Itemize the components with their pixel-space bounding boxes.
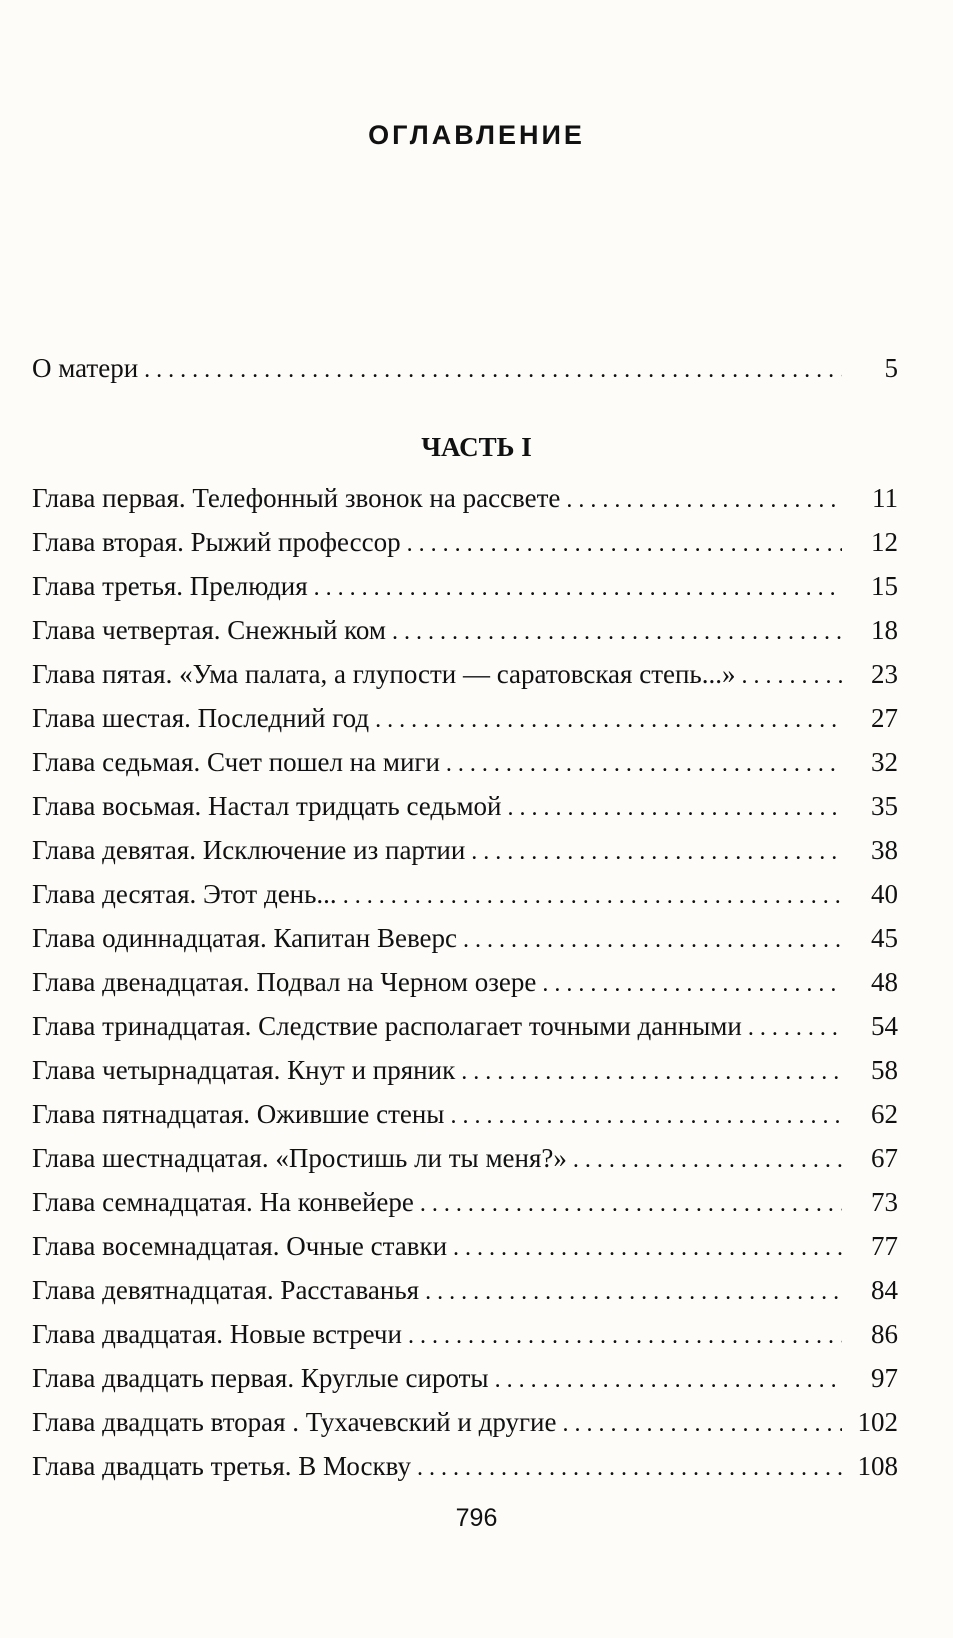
- toc-entry-chapter[interactable]: [32, 1004, 898, 1048]
- toc-entry-label: Глава девятнадцатая. Расставанья: [32, 1275, 420, 1305]
- toc-entry-page: 15: [871, 571, 898, 601]
- dot-leader: [417, 1444, 842, 1490]
- dot-leader: [748, 1004, 842, 1050]
- dot-leader: [314, 564, 842, 610]
- toc-intro: [32, 346, 898, 390]
- toc-entry-label: Глава четвертая. Снежный ком: [32, 615, 386, 645]
- dot-leader: [446, 740, 842, 786]
- page-number: 796: [455, 1504, 498, 1532]
- dot-leader: [471, 828, 842, 874]
- toc-entry-intro[interactable]: [32, 346, 898, 390]
- toc-entry-label: Глава седьмая. Счет пошел на миги: [32, 747, 440, 777]
- dot-leader: [450, 1092, 842, 1138]
- toc-entry-label: Глава двадцать первая. Круглые сироты: [32, 1363, 489, 1393]
- toc-entry-page: 18: [871, 615, 898, 645]
- toc-entry-chapter[interactable]: [32, 1312, 898, 1356]
- toc-entry-label: Глава двадцатая. Новые встречи: [32, 1319, 402, 1349]
- toc-entry-label: Глава восемнадцатая. Очные ставки: [32, 1231, 448, 1261]
- toc-entry-page: 48: [871, 967, 898, 997]
- dot-leader: [495, 1356, 842, 1402]
- toc-entry-chapter[interactable]: [32, 784, 898, 828]
- toc-entry-chapter[interactable]: [32, 564, 898, 608]
- toc-entry-label: Глава девятая. Исключение из партии: [32, 835, 466, 865]
- toc-entry-label: Глава семнадцатая. На конвейере: [32, 1187, 414, 1217]
- toc-entry-page: 73: [871, 1187, 898, 1217]
- toc-entry-chapter[interactable]: [32, 1400, 898, 1444]
- toc-entry-label: Глава вторая. Рыжий профессор: [32, 527, 401, 557]
- part-heading: ЧАСТЬ I: [421, 432, 532, 462]
- toc-entry-page: 38: [871, 835, 898, 865]
- toc-entry-page: 12: [871, 527, 898, 557]
- page-title: ОГЛАВЛЕНИЕ: [368, 120, 585, 150]
- toc-entry-chapter[interactable]: [32, 1180, 898, 1224]
- toc-entry-page: 97: [871, 1363, 898, 1393]
- toc-entry-page: 32: [871, 747, 898, 777]
- toc-entry-chapter[interactable]: [32, 1356, 898, 1400]
- toc-entry-page: 23: [871, 659, 898, 689]
- toc-entry-page: 11: [872, 483, 898, 513]
- dot-leader: [461, 1048, 842, 1094]
- toc-entry-label: Глава первая. Телефонный звонок на рассвете: [32, 483, 561, 513]
- toc-entry-chapter[interactable]: [32, 1136, 898, 1180]
- toc-entry-chapter[interactable]: [32, 960, 898, 1004]
- dot-leader: [507, 784, 842, 830]
- toc-entry-label: Глава шестнадцатая. «Простишь ли ты меня?»: [32, 1143, 567, 1173]
- dot-leader: [542, 960, 842, 1006]
- toc-entry-label: Глава двенадцатая. Подвал на Черном озере: [32, 967, 537, 997]
- toc-entry-page: 102: [857, 1407, 898, 1437]
- toc-entry-label: О матери: [32, 353, 139, 383]
- toc-entry-label: Глава тринадцатая. Следствие располагает точными данными: [32, 1011, 742, 1041]
- toc-entry-label: Глава одиннадцатая. Капитан Веверс: [32, 923, 457, 953]
- toc-entry-chapter[interactable]: [32, 1224, 898, 1268]
- dot-leader: [420, 1180, 842, 1226]
- toc-entry-label: Глава десятая. Этот день...: [32, 879, 337, 909]
- toc-entry-page: 40: [871, 879, 898, 909]
- dot-leader: [742, 652, 843, 698]
- dot-leader: [392, 608, 842, 654]
- dot-leader: [453, 1224, 842, 1270]
- toc-entry-chapter[interactable]: [32, 1092, 898, 1136]
- dot-leader: [408, 1312, 842, 1358]
- toc-entry-label: Глава шестая. Последний год: [32, 703, 370, 733]
- toc-entry-label: Глава двадцать вторая . Тухачевский и другие: [32, 1407, 557, 1437]
- toc-entry-label: Глава третья. Прелюдия: [32, 571, 308, 601]
- dot-leader: [425, 1268, 842, 1314]
- toc-entry-chapter[interactable]: [32, 520, 898, 564]
- toc-entry-chapter[interactable]: [32, 476, 898, 520]
- dot-leader: [375, 696, 842, 742]
- toc-entry-page: 86: [871, 1319, 898, 1349]
- dot-leader: [573, 1136, 842, 1182]
- toc-entry-page: 58: [871, 1055, 898, 1085]
- dot-leader: [566, 476, 842, 522]
- toc-entry-chapter[interactable]: [32, 828, 898, 872]
- toc-entry-chapter[interactable]: [32, 1048, 898, 1092]
- toc-entry-chapter[interactable]: [32, 608, 898, 652]
- toc-entry-page: 27: [871, 703, 898, 733]
- toc-entry-label: Глава пятнадцатая. Ожившие стены: [32, 1099, 445, 1129]
- toc-chapter-list: [32, 476, 898, 1488]
- toc-entry-label: Глава четырнадцатая. Кнут и пряник: [32, 1055, 456, 1085]
- toc-entry-page: 35: [871, 791, 898, 821]
- toc-entry-chapter[interactable]: [32, 916, 898, 960]
- toc-entry-page: 54: [871, 1011, 898, 1041]
- toc-entry-chapter[interactable]: [32, 652, 898, 696]
- toc-entry-label: Глава пятая. «Ума палата, а глупости — саратовская степь...»: [32, 659, 736, 689]
- toc-entry-page: 62: [871, 1099, 898, 1129]
- dot-leader: [144, 346, 842, 392]
- toc-entry-page: 84: [871, 1275, 898, 1305]
- toc-entry-chapter[interactable]: [32, 1268, 898, 1312]
- dot-leader: [407, 520, 842, 566]
- toc-entry-chapter[interactable]: [32, 696, 898, 740]
- toc-entry-page: 67: [871, 1143, 898, 1173]
- toc-entry-chapter[interactable]: [32, 872, 898, 916]
- dot-leader: [562, 1400, 842, 1446]
- toc-entry-page: 108: [857, 1451, 898, 1481]
- toc-entry-label: Глава восьмая. Настал тридцать седьмой: [32, 791, 502, 821]
- toc-entry-page: 45: [871, 923, 898, 953]
- dot-leader: [343, 872, 842, 918]
- toc-entry-chapter[interactable]: [32, 1444, 898, 1488]
- toc-entry-page: 5: [884, 353, 898, 383]
- dot-leader: [463, 916, 842, 962]
- toc-entry-page: 77: [871, 1231, 898, 1261]
- toc-entry-label: Глава двадцать третья. В Москву: [32, 1451, 411, 1481]
- toc-entry-chapter[interactable]: [32, 740, 898, 784]
